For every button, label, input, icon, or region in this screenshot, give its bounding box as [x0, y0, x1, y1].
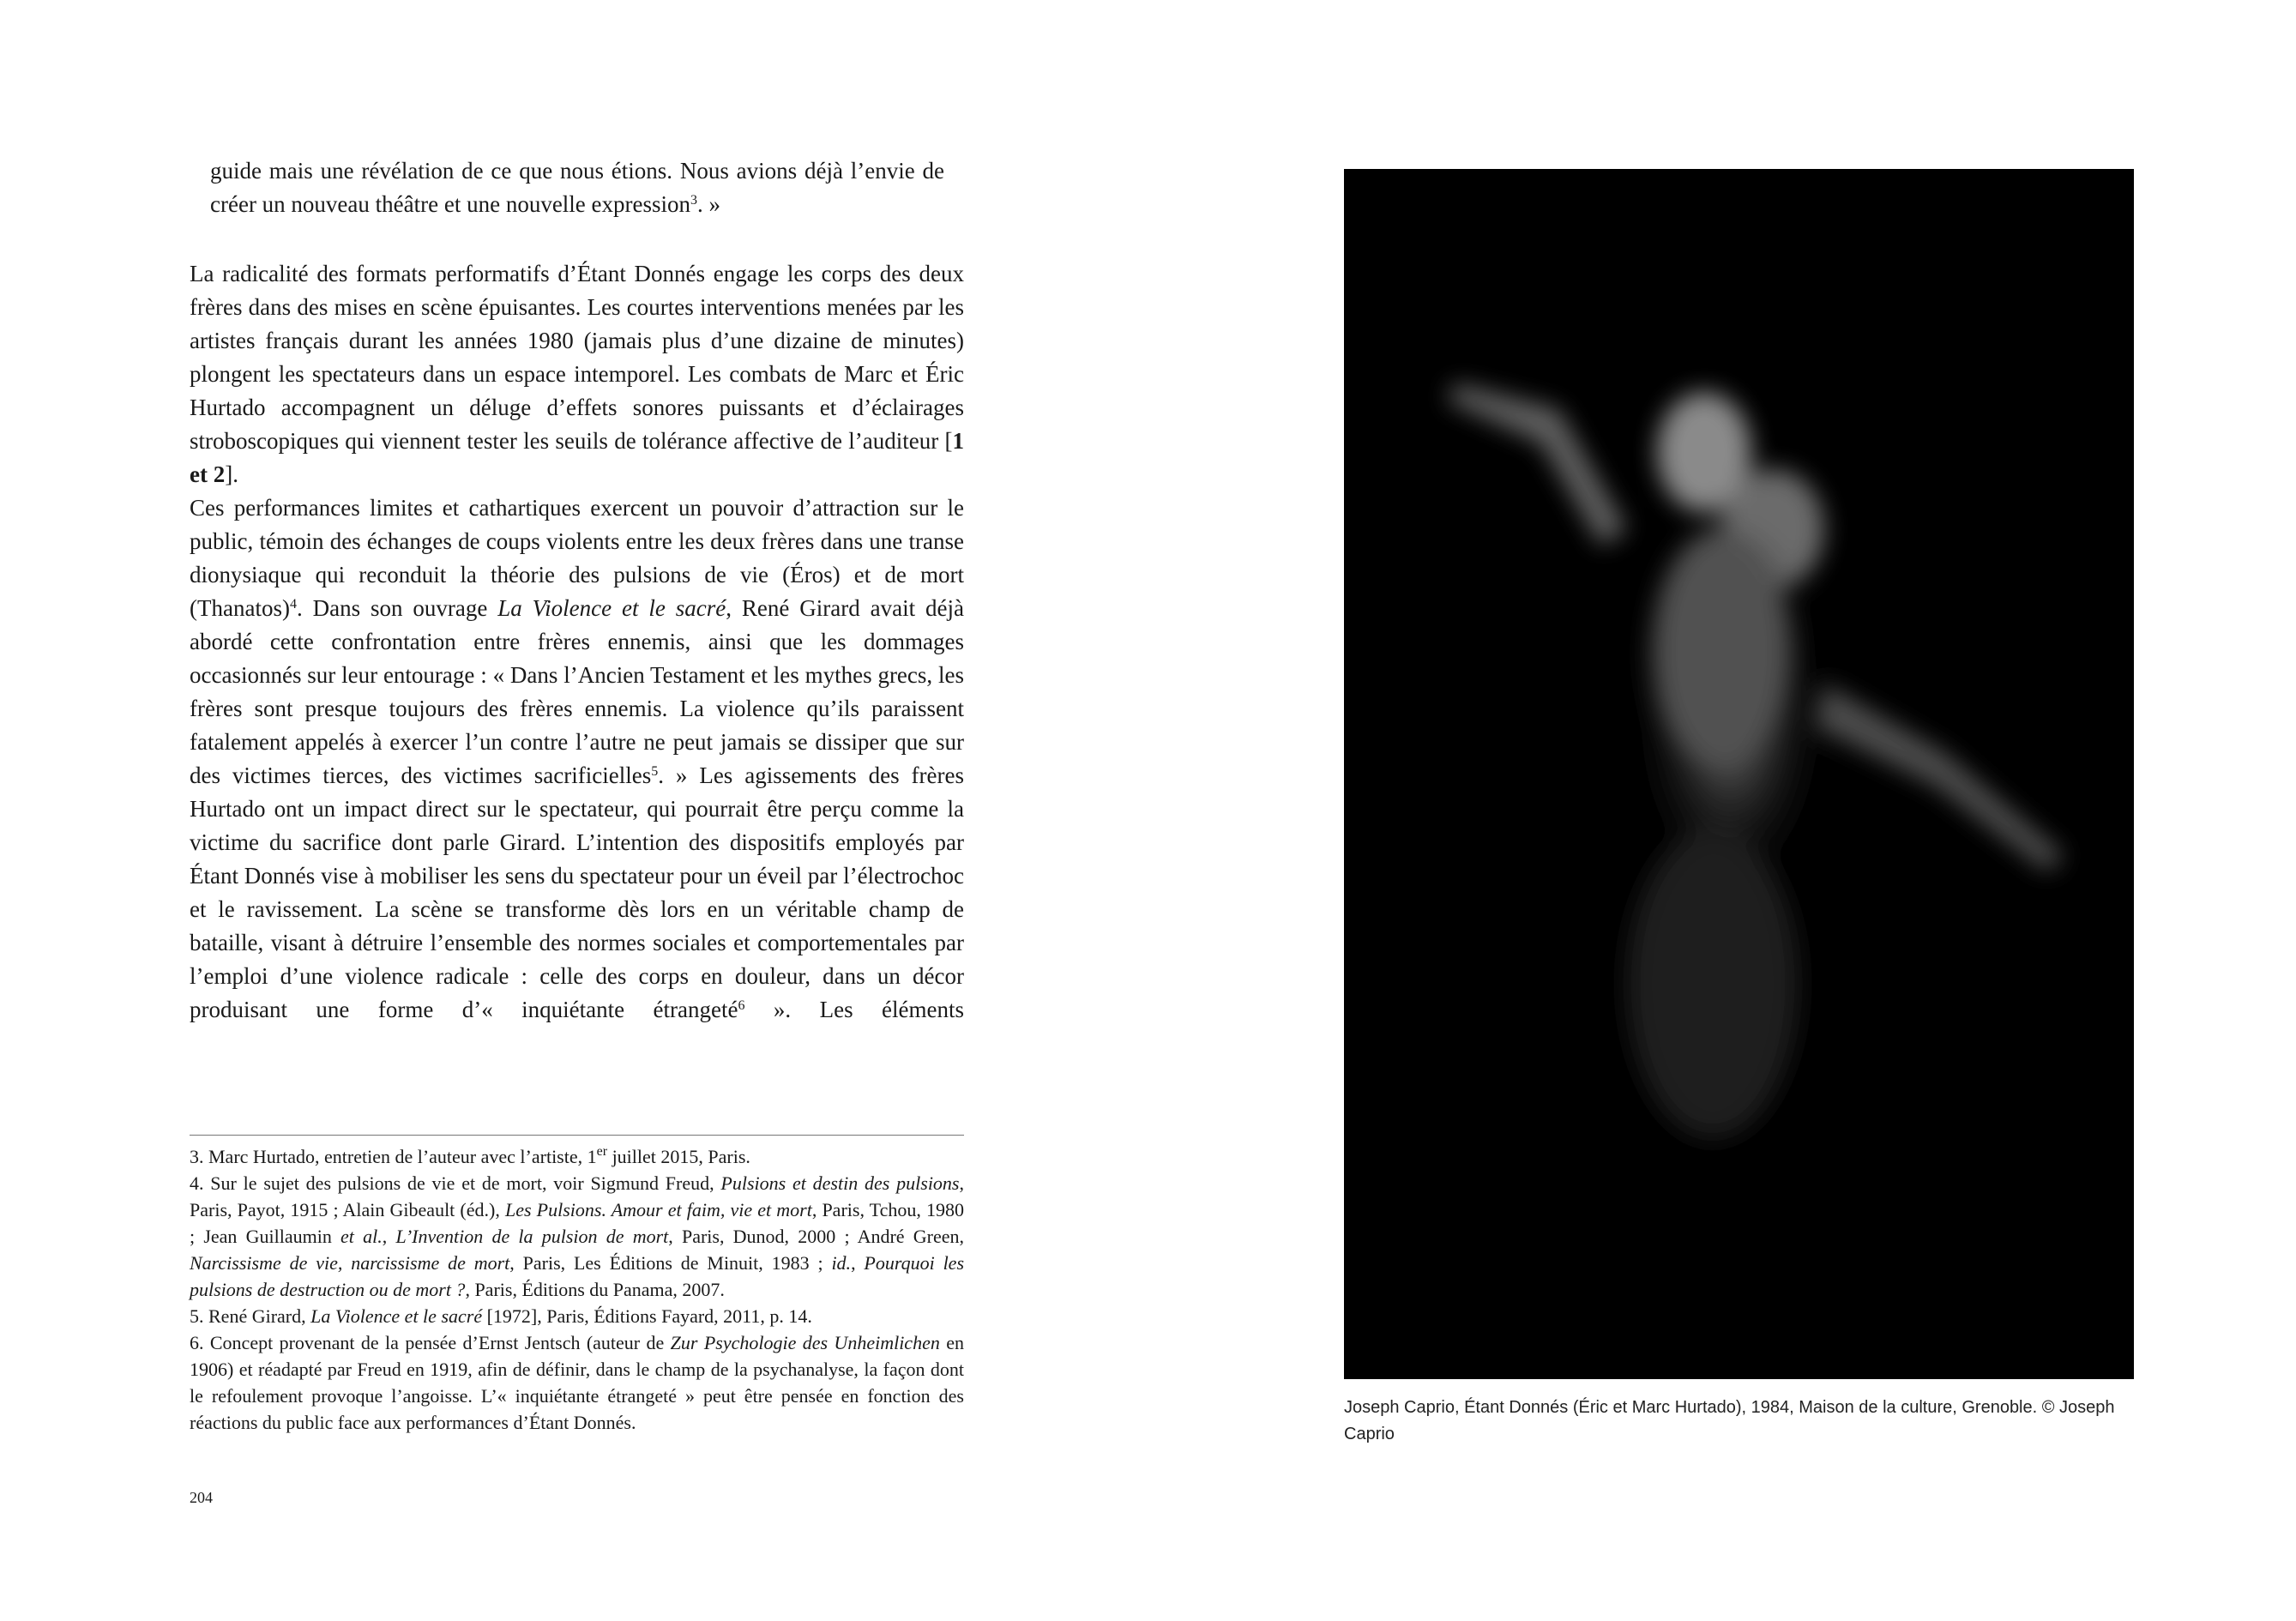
- italic-text: L’Invention de la pulsion de mort: [395, 1226, 669, 1247]
- text-run: . »: [697, 191, 721, 217]
- photo-caption: Joseph Caprio, Étant Donnés (Éric et Marc Hurtado), 1984, Maison de la culture, Grenoble. © Joseph Caprio: [1344, 1398, 2115, 1443]
- italic-text: Pulsions et destin des pulsions: [720, 1172, 960, 1194]
- text-run: , Paris, Dunod, 2000 ; André Green,: [668, 1226, 964, 1247]
- text-run: , Paris, Les Éditions de Minuit, 1983 ;: [509, 1252, 832, 1274]
- text-run: , Paris, Payot, 1915 ; Alain Gibeault (éd.),: [190, 1172, 964, 1220]
- text-run: 6. Concept provenant de la pensée d’Ernst Jentsch (auteur de: [190, 1332, 671, 1353]
- note-reference: 4: [289, 597, 297, 612]
- footnote: [190, 1170, 964, 1303]
- text-run: , Paris, Tchou, 1980 ; Jean Guillaumin: [190, 1199, 964, 1247]
- note-reference: 6: [738, 998, 745, 1013]
- photo-image: [1344, 169, 2134, 1379]
- block-quote: [210, 154, 944, 221]
- bold-text: 1 et 2: [190, 428, 964, 487]
- italic-text: La Violence et le sacré: [310, 1305, 483, 1327]
- text-run: La radicalité des formats performatifs d’Étant Donnés engage les corps des deux frères dans des mises en scène épuisantes. Les courtes interventions menées par les artistes français durant les années 1980 (jamais plus d’une dizaine de minutes) plongent les spectateurs dans un espace intemporel. Les combats de Marc et Éric Hurtado accompagnent un déluge d’effets sonores puissants et d’éclairages stroboscopiques qui viennent tester les seuils de tolérance affective de l’auditeur [: [190, 261, 964, 454]
- text-run: Ces performances limites et cathartiques exercent un pouvoir d’attraction sur le public, témoin des échanges de coups violents entre les deux frères dans une transe dionysiaque qui reconduit la théorie des pulsions de vie (Éros) et de mort (Thanatos): [190, 495, 964, 621]
- note-reference: er: [596, 1144, 608, 1159]
- text-run: en 1906) et réadapté par Freud en 1919, afin de définir, dans le champ de la psychanalyse, la façon dont le refoulement provoque l’angoisse. L’« inquiétante étrangeté » peut être pensée en fonction des réactions du public face aux performances d’Étant Donnés.: [190, 1332, 964, 1433]
- italic-text: id.: [831, 1252, 852, 1274]
- paragraph: [190, 257, 964, 491]
- text-run: ].: [225, 461, 238, 487]
- text-run: juillet 2015, Paris.: [607, 1146, 750, 1167]
- text-run: ». Les éléments: [744, 997, 964, 1022]
- paragraph: [190, 491, 964, 1027]
- footnote: [190, 1143, 964, 1170]
- performance-photo: [1344, 169, 2134, 1379]
- text-run: 4. Sur le sujet des pulsions de vie et de mort, voir Sigmund Freud,: [190, 1172, 721, 1194]
- text-run: [1972], Paris, Éditions Fayard, 2011, p. 14.: [482, 1305, 812, 1327]
- footnote: [190, 1329, 964, 1436]
- text-run: , Paris, Éditions du Panama, 2007.: [465, 1279, 725, 1300]
- italic-text: La Violence et le sacré: [497, 595, 726, 621]
- body-text: [190, 257, 964, 1027]
- note-reference: 3: [690, 193, 698, 208]
- text-run: . Dans son ouvrage: [296, 595, 498, 621]
- footnote-divider: [190, 1135, 964, 1136]
- italic-text: et al.: [340, 1226, 383, 1247]
- text-run: . » Les agissements des frères Hurtado ont un impact direct sur le spectateur, qui pourrait être perçu comme la victime du sacrifice dont parle Girard. L’intention des dispositifs employés par Étant Donnés vise à mobiliser les sens du spectateur pour un éveil par l’électrochoc et le ravissement. La scène se transforme dès lors en un véritable champ de bataille, visant à détruire l’ensemble des normes sociales et comportementales par l’emploi d’une violence radicale : celle des corps en douleur, dans un décor produisant une forme d’« inquiétante étrangeté: [190, 762, 965, 1022]
- text-run: ,: [382, 1226, 396, 1247]
- text-run: ,: [851, 1252, 865, 1274]
- italic-text: Les Pulsions. Amour et faim, vie et mort: [504, 1199, 812, 1220]
- text-run: 5. René Girard,: [190, 1305, 311, 1327]
- text-run: , René Girard avait déjà abordé cette confrontation entre frères ennemis, ainsi que les dommages occasionnés sur leur entourage : « Dans l’Ancien Testament et les mythes grecs, les frères sont presque toujours des frères ennemis. La violence qu’ils paraissent fatalement appelés à exercer l’un contre l’autre ne peut jamais se dissiper que sur des victimes tierces, des victimes sacrificielles: [190, 595, 964, 788]
- italic-text: Zur Psychologie des Unheimlichen: [670, 1332, 940, 1353]
- text-run: guide mais une révélation de ce que nous étions. Nous avions déjà l’envie de créer un nouveau théâtre et une nouvelle expression: [210, 158, 944, 217]
- italic-text: Narcissisme de vie, narcissisme de mort: [190, 1252, 510, 1274]
- footnote: [190, 1303, 964, 1329]
- italic-text: Pourquoi les pulsions de destruction ou de mort ?: [190, 1252, 965, 1300]
- footnotes: [190, 1143, 964, 1436]
- note-reference: 5: [651, 764, 659, 779]
- text-run: 3. Marc Hurtado, entretien de l’auteur avec l’artiste, 1: [190, 1146, 597, 1167]
- page-number: 204: [190, 1489, 213, 1506]
